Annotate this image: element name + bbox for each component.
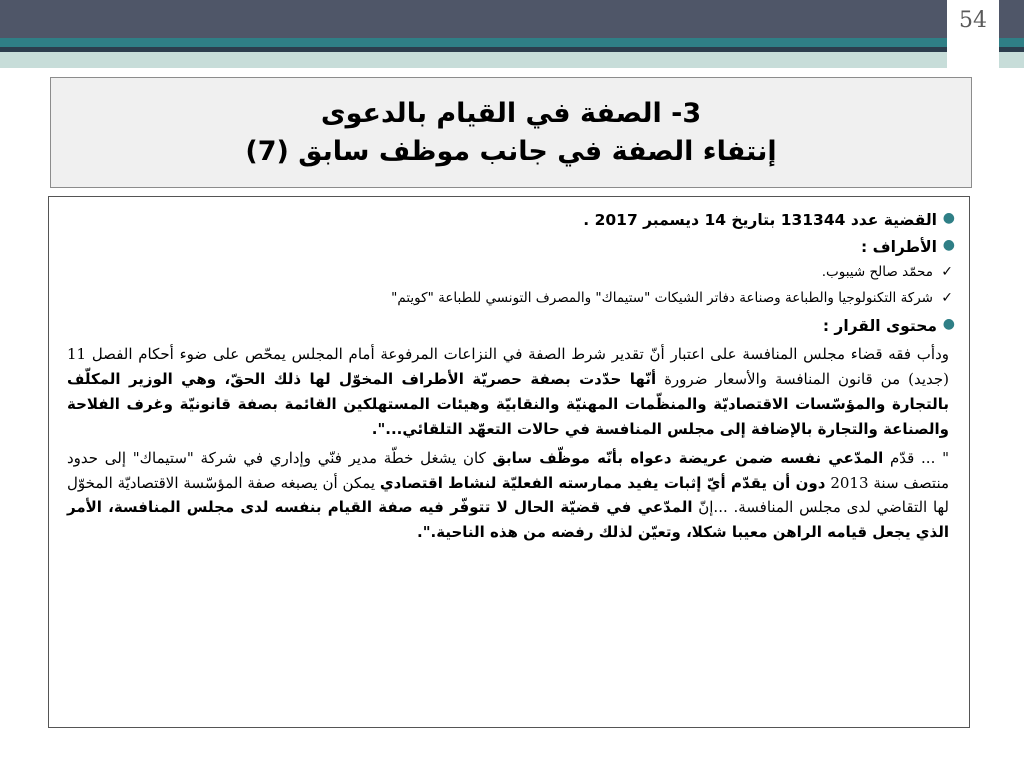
header-band — [0, 0, 1024, 38]
content-box — [48, 196, 970, 728]
paragraph-2-bold: المدّعي نفسه ضمن عريضة دعواه بأنّه موظّف سابق — [492, 448, 884, 467]
decision-paragraph-2 — [67, 446, 949, 546]
case-reference-text: القضية عدد 131344 بتاريخ 14 ديسمبر 2017 . — [583, 211, 937, 229]
party-item — [63, 288, 955, 309]
header-stripe-teal — [0, 38, 1024, 47]
bullet-case-reference — [63, 208, 955, 232]
bullet-parties — [63, 235, 955, 259]
paragraph-1-bold: أنّها حدّدت بصفة حصريّة الأطراف المخوّل لها ذلك الحقّ، وهي الوزير المكلّف بالتجارة والمؤسّسات الاقتصاديّة والمنظّمات المهنيّة والنقابيّة وهيئات المستهلكين القائمة بصفة قانونيّة وغرف الفلاحة والصناعة والتجارة بالإضافة إلى مجلس المنافسة في حالات التعهّد التلقائي...". — [67, 369, 949, 438]
title-box — [50, 77, 972, 188]
checkmark-icon: ✓ — [941, 290, 953, 307]
party-name: شركة التكنولوجيا والطباعة وصناعة دفاتر الشيكات "ستيماك" والمصرف التونسي للطباعة "كويتم" — [391, 290, 933, 307]
slide-number: 54 — [959, 8, 987, 33]
round-bullet-icon: ● — [942, 316, 955, 333]
paragraph-2-bold: دون أن يقدّم أيّ إثبات يفيد ممارسته الفعليّة لنشاط اقتصادي — [379, 473, 826, 492]
round-bullet-icon: ● — [942, 210, 955, 226]
slide-title-line-2: إنتفاء الصفة في جانب موظف سابق (7) — [245, 135, 777, 167]
checkmark-icon: ✓ — [941, 264, 953, 281]
paragraph-2-text: كان يشغل خطّة مدير فنّي وإداري في شركة "ستيماك" إلى حدود منتصف سنة 2013 — [67, 448, 949, 492]
slide-title-line-1: 3- الصفة في القيام بالدعوى — [320, 97, 702, 129]
paragraph-2-text: يمكن أن يصبغه صفة المؤسّسة الاقتصاديّة المخوّل لها التقاضي لدى مجلس المنافسة. ...إنّ — [67, 473, 949, 517]
paragraph-2-bold: المدّعي في قضيّة الحال لا تتوفّر فيه صفة القيام بنفسه لدى مجلس المنافسة، الأمر الذي يجعل قيامه الراهن معيبا شكلا، وتعيّن لذلك رفضه من هذه الناحية.". — [67, 498, 949, 542]
bullet-decision — [63, 314, 955, 338]
paragraph-1-text: ودأب فقه قضاء مجلس المنافسة على اعتبار أنّ تقدير شرط الصفة في النزاعات المرفوعة أمام المجلس يمحّص على ضوء أحكام الفصل 11 (جديد) من قانون المنافسة والأسعار ضرورة — [67, 345, 950, 388]
party-item — [63, 262, 955, 283]
party-name: محمّد صالح شيبوب. — [821, 264, 933, 281]
round-bullet-icon: ● — [942, 237, 955, 254]
parties-label: الأطراف : — [860, 238, 937, 257]
decision-paragraph-1 — [67, 342, 949, 442]
header-stripe-light — [0, 52, 1024, 68]
decision-label: محتوى القرار : — [822, 317, 937, 336]
paragraph-2-text: " ... قدّم — [883, 448, 949, 467]
